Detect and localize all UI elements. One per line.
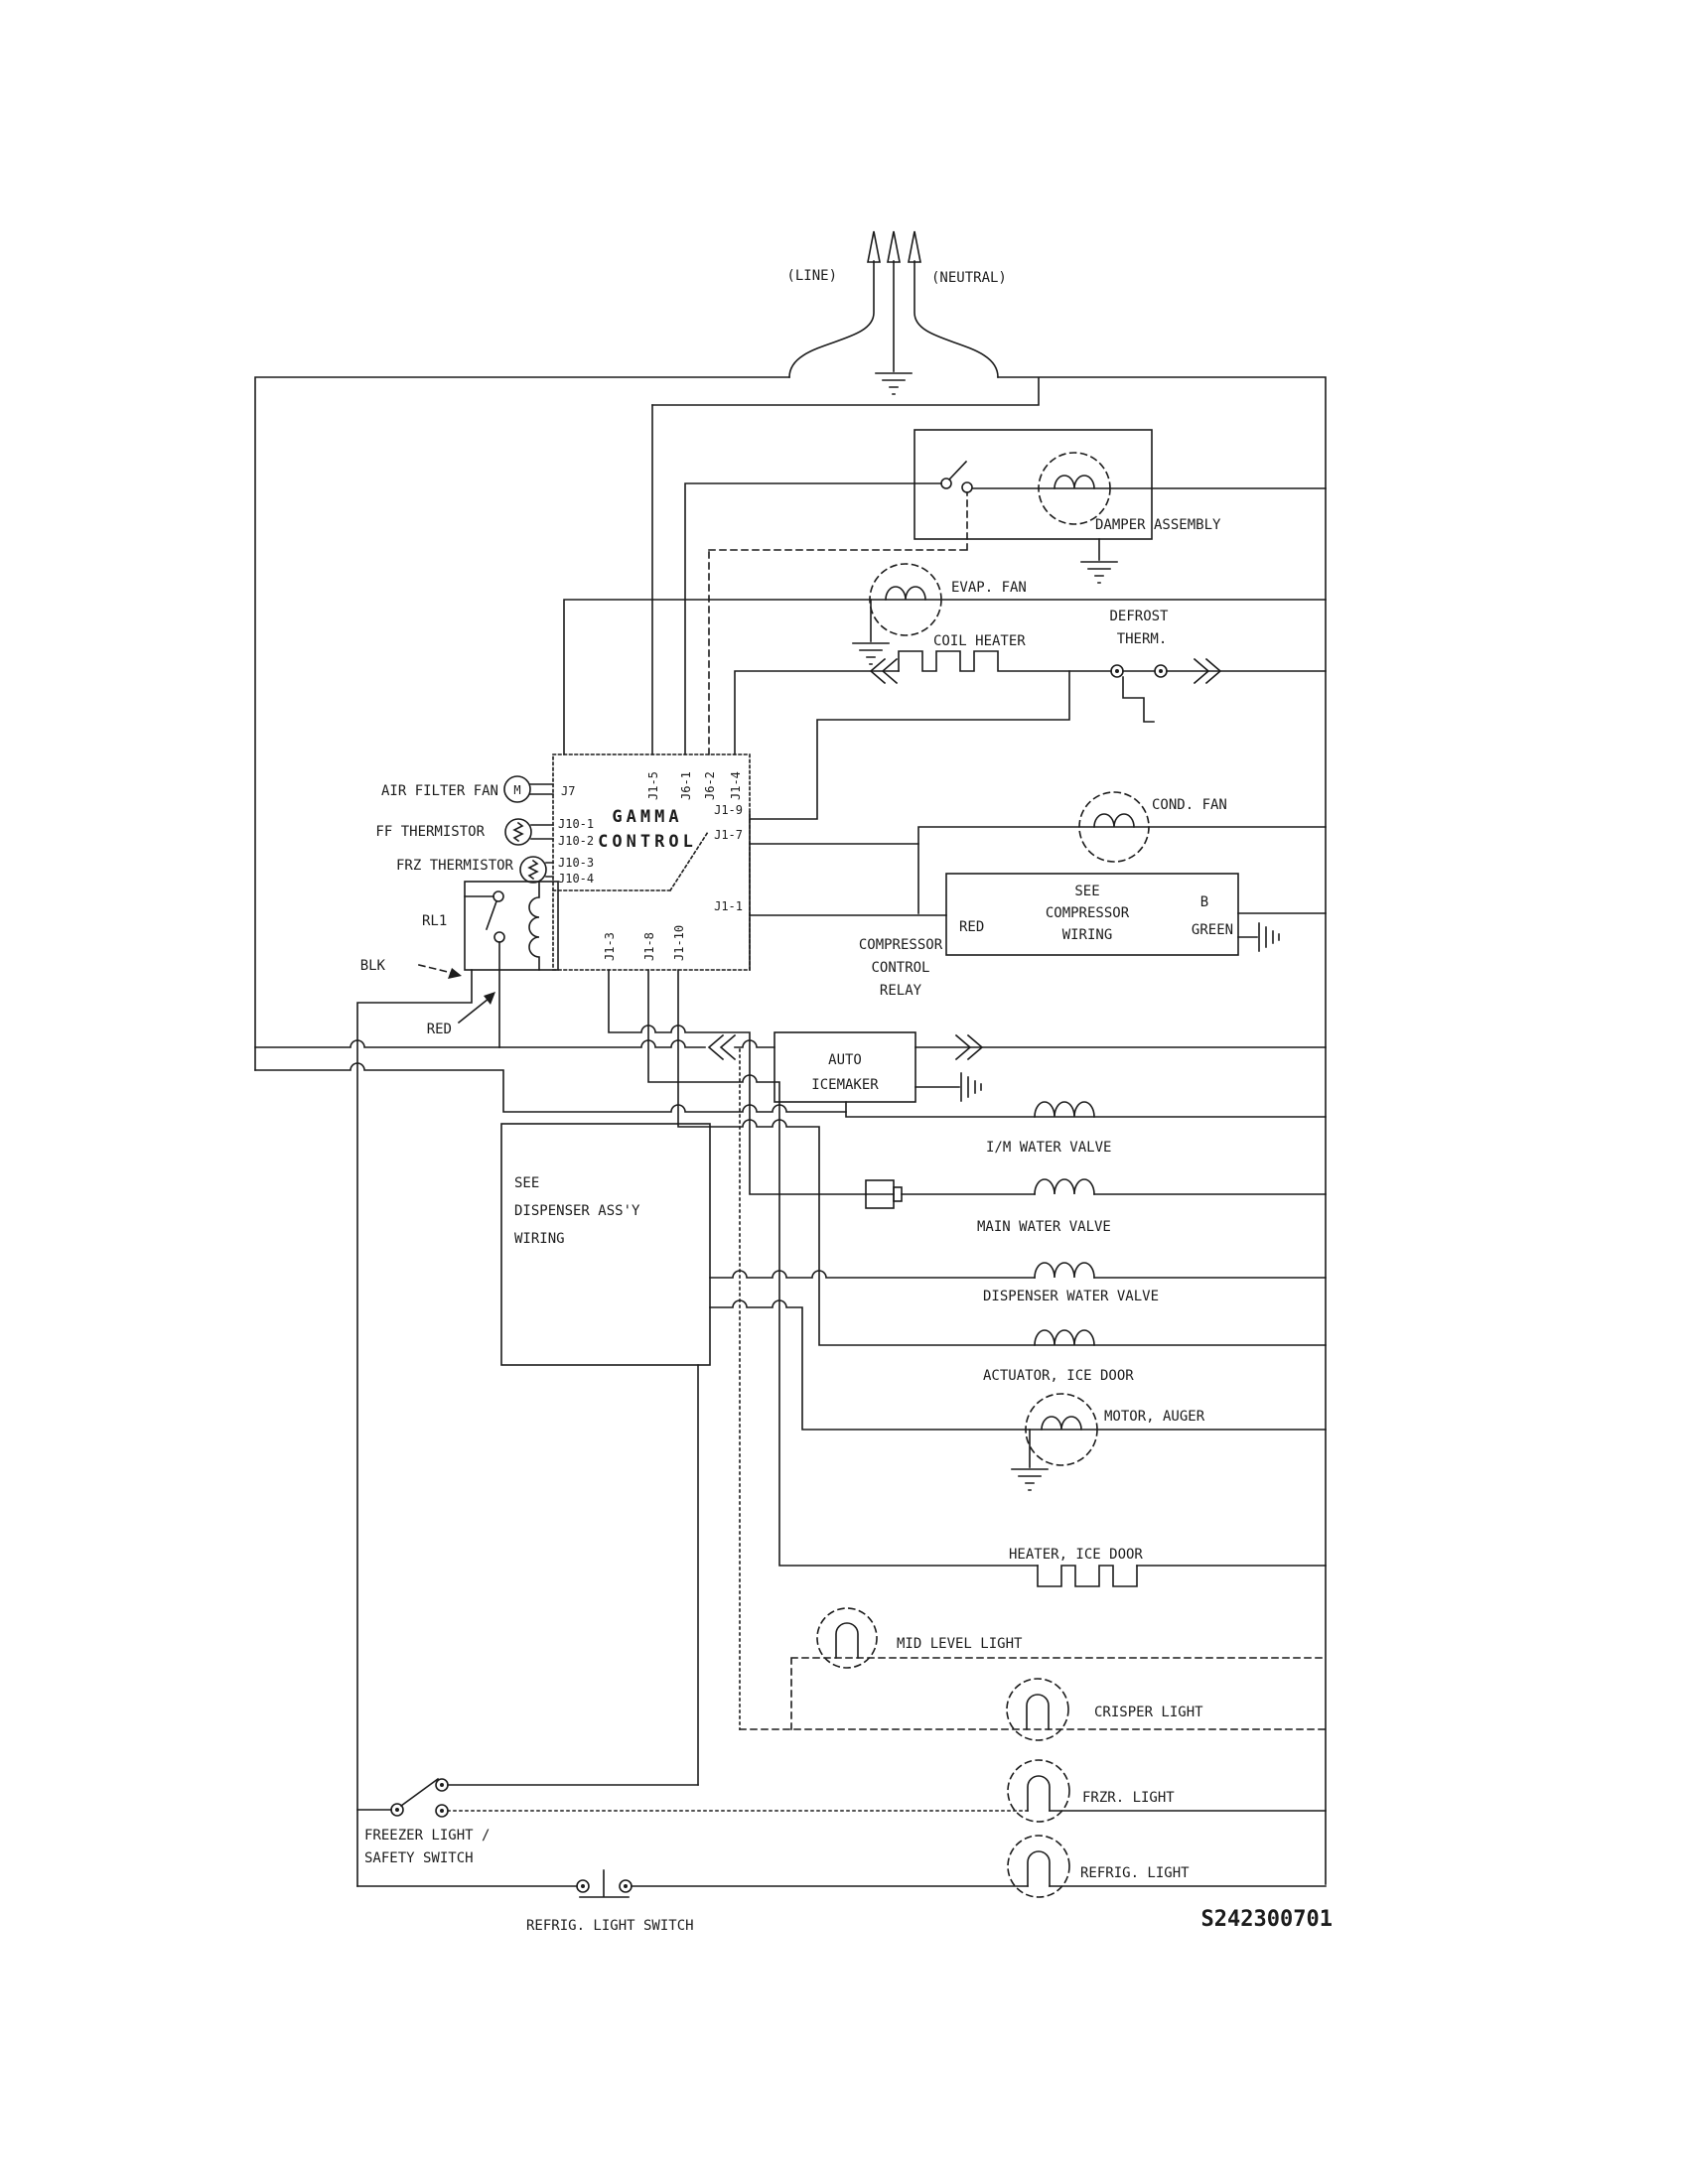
cond-fan-label: COND. FAN [1152, 797, 1227, 813]
compressor-box [750, 874, 1326, 999]
crisper-label: CRISPER LIGHT [1094, 1705, 1203, 1720]
gamma-pin-j1-3: J1-3 [603, 932, 617, 961]
icemaker-label-1: AUTO [828, 1052, 862, 1068]
switch-lower-dot [440, 1809, 444, 1813]
auto-icemaker [709, 1032, 1326, 1102]
ground-side-icon [1259, 923, 1279, 951]
connector-arrow-left-icon [709, 1035, 735, 1059]
pin-j7-label: J7 [561, 784, 576, 798]
lights [357, 1049, 1326, 1897]
frzr-filament [1028, 1776, 1050, 1811]
actuator-coil-icon [1035, 1330, 1094, 1345]
frzr-label: FRZR. LIGHT [1082, 1790, 1175, 1806]
comp-box-compressor: COMPRESSOR [1045, 905, 1130, 921]
comp-box-see: SEE [1074, 884, 1100, 899]
im-valve-wire [846, 1102, 1326, 1117]
comp-relay-label-3: RELAY [879, 983, 922, 999]
left-light-rail [357, 970, 472, 1886]
rl1-box [465, 882, 558, 970]
disp-valve-coil-icon [1035, 1263, 1094, 1278]
switch-wires [357, 1785, 698, 1810]
refrig-bulb-icon [1008, 1836, 1069, 1897]
rl1-coil-icon [529, 882, 539, 970]
damper-assembly-label: DAMPER ASSEMBLY [1095, 517, 1221, 533]
defrost-label-2: THERM. [1116, 631, 1168, 647]
red-arrowhead-icon [484, 992, 495, 1005]
rl1-label: RL1 [422, 913, 448, 929]
disp-valve-wire [710, 1271, 1326, 1278]
gamma-pin-j1-1: J1-1 [714, 899, 743, 913]
ground-icon [1012, 1469, 1048, 1490]
mid-light-label: MID LEVEL LIGHT [897, 1636, 1023, 1652]
coil-heater-label: COIL HEATER [933, 633, 1026, 649]
neutral-label: (NEUTRAL) [931, 270, 1007, 286]
freezer-switch-label-1: FREEZER LIGHT / [364, 1828, 491, 1843]
gamma-title-2: CONTROL [598, 832, 697, 852]
refrig-switch-dot-left [581, 1884, 585, 1888]
air-filter-fan-m: M [513, 783, 521, 797]
rl1-switch-blade [487, 901, 496, 929]
evap-fan-label: EVAP. FAN [951, 580, 1027, 596]
ground-icon [1081, 562, 1117, 583]
disp-box-see: SEE [514, 1175, 540, 1191]
water-valves [609, 970, 1326, 1304]
disp-box-name: DISPENSER ASS'Y [514, 1203, 640, 1219]
pin-j10-3-label: J10-3 [558, 856, 595, 870]
coil-heater-defrost [735, 609, 1326, 819]
disp-valve-label: DISPENSER WATER VALVE [983, 1289, 1160, 1304]
gamma-pin-j1-7: J1-7 [714, 828, 743, 842]
evap-fan-coil [886, 587, 925, 600]
mid-light-wire [791, 1658, 1326, 1729]
evap-fan-wires [564, 600, 1326, 754]
refrig-switch-dot-right [624, 1884, 628, 1888]
evap-fan [564, 564, 1326, 754]
frz-thermistor-label: FRZ THERMISTOR [395, 858, 513, 874]
compressor-wires [750, 913, 1326, 937]
plug-prong-line-icon [868, 231, 880, 262]
defrost-contact-left-dot [1115, 669, 1119, 673]
comp-b-label: B [1199, 894, 1209, 910]
actuator-label: ACTUATOR, ICE DOOR [983, 1368, 1134, 1384]
blk-label: BLK [359, 958, 385, 974]
rl1-switch-pivot [493, 891, 503, 901]
coil-heater-element-icon [899, 651, 1111, 671]
defrost-to-board-wire [750, 671, 1069, 819]
icemaker-label-2: ICEMAKER [811, 1077, 879, 1093]
mid-light-bulb-icon [817, 1608, 877, 1668]
switch-blade [401, 1779, 438, 1806]
pin-wire-j6-2 [709, 492, 967, 754]
gamma-title-1: GAMMA [612, 807, 683, 827]
defrost-contact-right-dot [1159, 669, 1163, 673]
blk-leader [419, 965, 452, 973]
frz-thermistor-zigzag [529, 861, 537, 879]
comp-box-wiring: WIRING [1061, 927, 1113, 943]
damper-assembly [914, 430, 1326, 583]
mid-light-filament [836, 1623, 858, 1658]
plug-prong-ground-icon [888, 231, 900, 262]
ground-side-icon [961, 1073, 981, 1101]
switch-common-dot [395, 1808, 399, 1812]
refrig-filament [1028, 1851, 1050, 1886]
blk-arrowhead-icon [448, 968, 462, 979]
comp-green-label: GREEN [1191, 922, 1234, 938]
refrig-label: REFRIG. LIGHT [1080, 1865, 1190, 1881]
power-plug [786, 231, 1006, 394]
defrost-bimetal-icon [1123, 677, 1154, 722]
pin-j10-2-label: J10-2 [558, 834, 595, 848]
gamma-pin-top-4: J1-4 [729, 771, 743, 800]
frzr-bulb-icon [1008, 1760, 1069, 1822]
heater-label: HEATER, ICE DOOR [1009, 1547, 1143, 1563]
motor-auger [710, 1300, 1326, 1490]
line-label: (LINE) [786, 268, 837, 284]
pin-j10-1-label: J10-1 [558, 817, 595, 831]
pin-wire-j6-1 [685, 483, 941, 754]
main-valve-label: MAIN WATER VALVE [977, 1219, 1111, 1235]
im-valve-coil-icon [1035, 1102, 1094, 1117]
cond-fan-coil [1094, 814, 1134, 827]
fuse-tab [894, 1187, 902, 1201]
freezer-safety-switch [357, 1779, 698, 1866]
crisper-bulb-icon [1007, 1679, 1068, 1740]
air-filter-fan-label: AIR FILTER FAN [380, 783, 498, 799]
comp-relay-label-1: COMPRESSOR [858, 937, 943, 953]
sensor-stub-wires [530, 784, 553, 877]
ff-thermistor-zigzag [514, 823, 522, 841]
cond-fan [918, 792, 1326, 913]
im-valve-label: I/M WATER VALVE [986, 1140, 1112, 1156]
damper-switch-blade [949, 462, 966, 479]
comp-red-label: RED [959, 919, 985, 935]
rl1-switch-contact [494, 932, 504, 942]
refrig-light-switch [526, 1870, 694, 1934]
damper-switch-contact [962, 482, 972, 492]
icemaker-feed-rail [255, 1040, 774, 1047]
gamma-pin-top-1: J1-5 [646, 771, 660, 800]
refrig-switch-plunger [580, 1870, 629, 1897]
auger-coil [1042, 1417, 1081, 1430]
main-rails [255, 377, 1326, 1886]
freezer-switch-label-2: SAFETY SWITCH [364, 1850, 474, 1866]
gamma-pin-top-2: J6-1 [679, 771, 693, 800]
refrig-switch-label: REFRIG. LIGHT SWITCH [526, 1918, 694, 1934]
rl1-relay [360, 882, 558, 1047]
gamma-pin-top-3: J6-2 [703, 771, 717, 800]
gamma-pin-j1-10: J1-10 [672, 924, 686, 961]
plug-prong-neutral-icon [909, 231, 920, 262]
pin-j10-4-label: J10-4 [558, 872, 595, 886]
part-number: S242300701 [1200, 1907, 1333, 1932]
disp-box-wiring: WIRING [514, 1231, 565, 1247]
auger-label: MOTOR, AUGER [1104, 1409, 1205, 1425]
cond-fan-wires [918, 827, 1326, 913]
dispenser-box [501, 1124, 710, 1785]
ground-icon [876, 373, 912, 394]
defrost-label-1: DEFROST [1109, 609, 1169, 624]
auger-wire [710, 1300, 1326, 1430]
damper-motor-coil [1055, 476, 1094, 488]
lower-left-rail [255, 1063, 846, 1112]
gamma-pin-j1-8: J1-8 [642, 932, 656, 961]
red-label: RED [426, 1022, 452, 1037]
switch-upper-dot [440, 1783, 444, 1787]
comp-relay-label-2: CONTROL [871, 960, 930, 976]
heater-element-icon [1038, 1566, 1137, 1586]
gamma-pin-j1-9: J1-9 [714, 803, 743, 817]
ff-thermistor-label: FF THERMISTOR [375, 824, 485, 840]
main-valve-coil-icon [1035, 1179, 1094, 1194]
crisper-filament [1027, 1695, 1049, 1729]
